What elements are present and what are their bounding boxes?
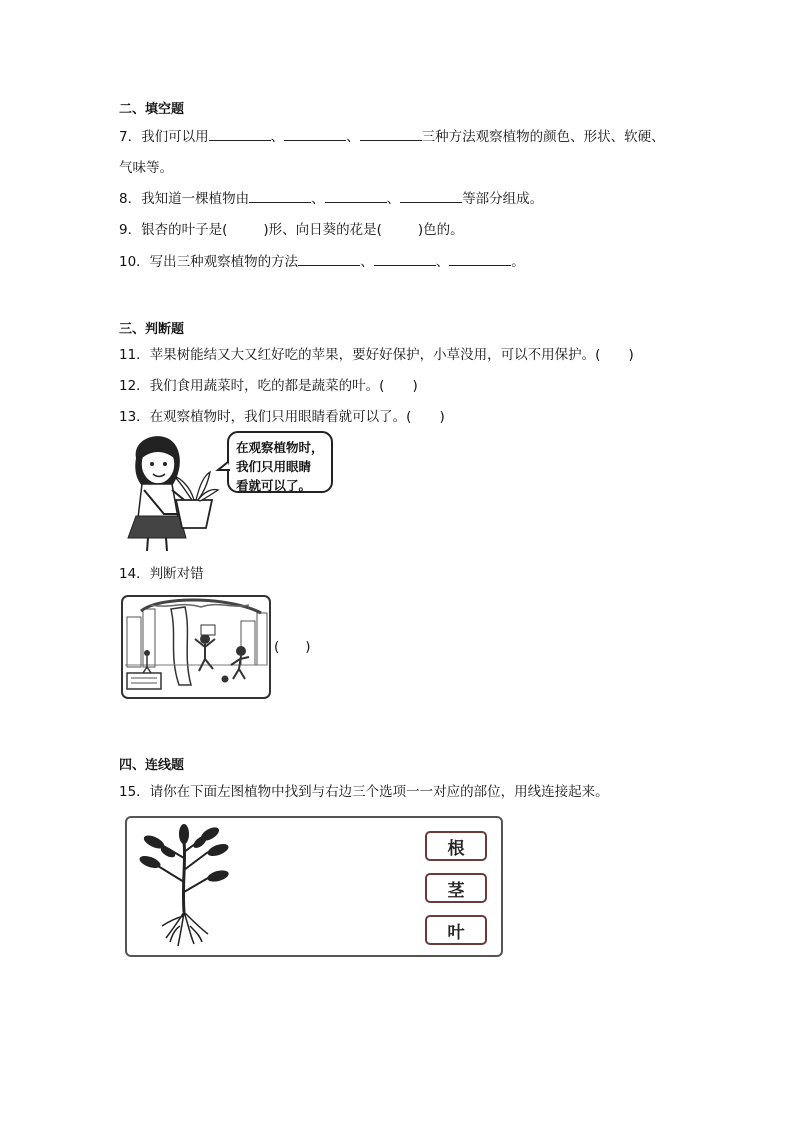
bubble-line-1: 在观察植物时， bbox=[236, 440, 324, 455]
question-11 bbox=[119, 343, 634, 363]
section-title-fill-in: 二、填空题 bbox=[119, 102, 185, 117]
q8-blank-3[interactable] bbox=[400, 190, 462, 203]
q7-suffix: 三种方法观察植物的颜色、形状、软硬、 bbox=[421, 129, 665, 145]
q10-suffix: 。 bbox=[511, 254, 525, 270]
q7-sep-1: 、 bbox=[270, 129, 285, 145]
q7-blank-3[interactable] bbox=[360, 128, 422, 141]
speech-bubble-text bbox=[236, 438, 324, 495]
q10-sep-2: 、 bbox=[435, 254, 450, 270]
q8-suffix: 等部分组成。 bbox=[462, 191, 544, 207]
q10-blank-3[interactable] bbox=[449, 253, 511, 266]
q8-sep-1: 、 bbox=[311, 191, 325, 207]
q11-close: ) bbox=[628, 347, 634, 363]
park-scene-illustration bbox=[121, 595, 271, 699]
option-stem[interactable]: 茎 bbox=[425, 873, 487, 903]
q10-blank-2[interactable] bbox=[374, 253, 436, 266]
q13-close: ) bbox=[439, 409, 445, 425]
q9-mid: )形、向日葵的花是( bbox=[263, 222, 382, 238]
section-title-judge: 三、判断题 bbox=[119, 322, 185, 337]
question-12 bbox=[119, 374, 418, 394]
q10-sep-1: 、 bbox=[360, 254, 374, 270]
q12-close: ) bbox=[412, 378, 418, 394]
q7-sep-2: 、 bbox=[346, 129, 360, 145]
q7-blank-2[interactable] bbox=[284, 128, 346, 141]
question-10 bbox=[119, 250, 525, 270]
bubble-line-2: 我们只用眼睛 bbox=[236, 459, 312, 474]
option-root[interactable]: 根 bbox=[425, 831, 487, 861]
question-7 bbox=[119, 125, 665, 145]
q8-prefix: 8．我知道一棵植物由 bbox=[119, 191, 250, 207]
q14-answer[interactable] bbox=[274, 639, 311, 655]
q8-sep-2: 、 bbox=[386, 191, 401, 207]
q14-paren-close: ) bbox=[305, 639, 311, 655]
q10-blank-1[interactable] bbox=[298, 253, 360, 266]
section-title-matching: 四、连线题 bbox=[119, 758, 185, 773]
q8-blank-2[interactable] bbox=[325, 190, 387, 203]
plant-illustration bbox=[138, 822, 238, 950]
q7-line-2: 气味等。 bbox=[119, 160, 173, 176]
q8-blank-1[interactable] bbox=[249, 190, 311, 203]
q13-text: 13．在观察植物时，我们只用眼睛看就可以了。( bbox=[119, 409, 412, 425]
q11-text: 11．苹果树能结又大又红好吃的苹果，要好好保护，小草没用，可以不用保护。( bbox=[119, 347, 601, 363]
bubble-line-3: 看就可以了。 bbox=[236, 478, 312, 493]
q9-prefix: 9．银杏的叶子是( bbox=[119, 222, 228, 238]
question-9 bbox=[119, 218, 464, 238]
question-15: 15．请你在下面左图植物中找到与右边三个选项一一对应的部位，用线连接起来。 bbox=[119, 784, 609, 800]
option-leaf[interactable]: 叶 bbox=[425, 915, 487, 945]
question-14: 14．判断对错 bbox=[119, 566, 204, 582]
q7-blank-1[interactable] bbox=[209, 128, 271, 141]
q10-prefix: 10．写出三种观察植物的方法 bbox=[119, 254, 299, 270]
q7-prefix: 7．我们可以用 bbox=[119, 129, 209, 145]
q9-suffix: )色的。 bbox=[417, 222, 464, 238]
q14-paren-open: ( bbox=[274, 639, 280, 655]
q12-text: 12．我们食用蔬菜时，吃的都是蔬菜的叶。( bbox=[119, 378, 385, 394]
question-8 bbox=[119, 187, 543, 207]
question-13 bbox=[119, 405, 445, 425]
